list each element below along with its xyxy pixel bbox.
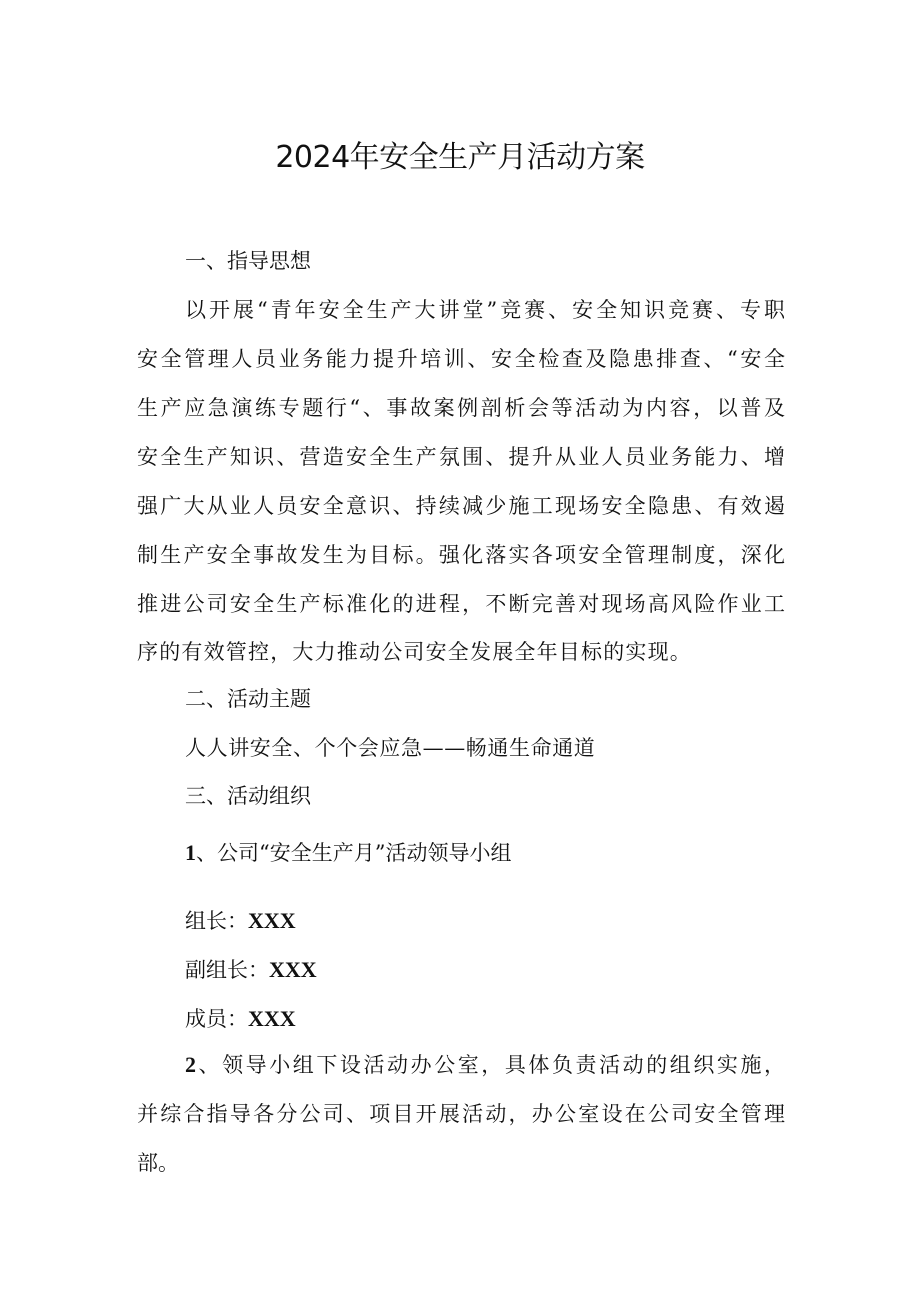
- paragraph-line: 生产应急演练专题行“、事故案例剖析会等活动为内容，以普及: [137, 396, 785, 420]
- org-item-2: [185, 1050, 785, 1080]
- paragraph-line: 安全生产知识、营造安全生产氛围、提升从业人员业务能力、增: [137, 445, 785, 469]
- deputy-value: XXX: [269, 957, 317, 982]
- section-heading-activity-theme: 二、活动主题: [185, 687, 311, 711]
- item-text: 、领导小组下设活动办公室，具体负责活动的组织实施，: [196, 1053, 785, 1077]
- item-number: 1: [185, 840, 196, 865]
- section-heading-activity-organization: 三、活动组织: [185, 784, 311, 808]
- member-label: 成员：: [185, 1007, 248, 1031]
- deputy-label: 副组长：: [185, 958, 269, 982]
- paragraph-line: 部。: [137, 1151, 179, 1175]
- member-row: [185, 1004, 296, 1034]
- deputy-leader-row: [185, 955, 317, 985]
- paragraph-line: 推进公司安全生产标准化的进程，不断完善对现场高风险作业工: [137, 592, 785, 616]
- paragraph-line: 安全管理人员业务能力提升培训、安全检查及隐患排查、“安全: [137, 347, 785, 371]
- document-title: 2024年安全生产月活动方案: [275, 140, 645, 175]
- section-heading-guiding-ideology: 一、指导思想: [185, 249, 311, 273]
- leader-label: 组长：: [185, 909, 248, 933]
- leader-value: XXX: [248, 908, 296, 933]
- member-value: XXX: [248, 1006, 296, 1031]
- paragraph-line: 强广大从业人员安全意识、持续减少施工现场安全隐患、有效遏: [137, 494, 785, 518]
- item-text: 、公司“安全生产月”活动领导小组: [196, 841, 512, 865]
- activity-theme-text: 人人讲安全、个个会应急——畅通生命通道: [185, 736, 596, 760]
- paragraph-line: 序的有效管控，大力推动公司安全发展全年目标的实现。: [137, 640, 692, 664]
- paragraph-line: 以开展“青年安全生产大讲堂”竞赛、安全知识竞赛、专职: [185, 298, 785, 322]
- leader-row: [185, 906, 296, 936]
- org-item-1: [185, 838, 511, 868]
- paragraph-line: 制生产安全事故发生为目标。强化落实各项安全管理制度，深化: [137, 543, 785, 567]
- paragraph-line: 并综合指导各分公司、项目开展活动，办公室设在公司安全管理: [137, 1102, 785, 1126]
- item-number: 2: [185, 1052, 196, 1077]
